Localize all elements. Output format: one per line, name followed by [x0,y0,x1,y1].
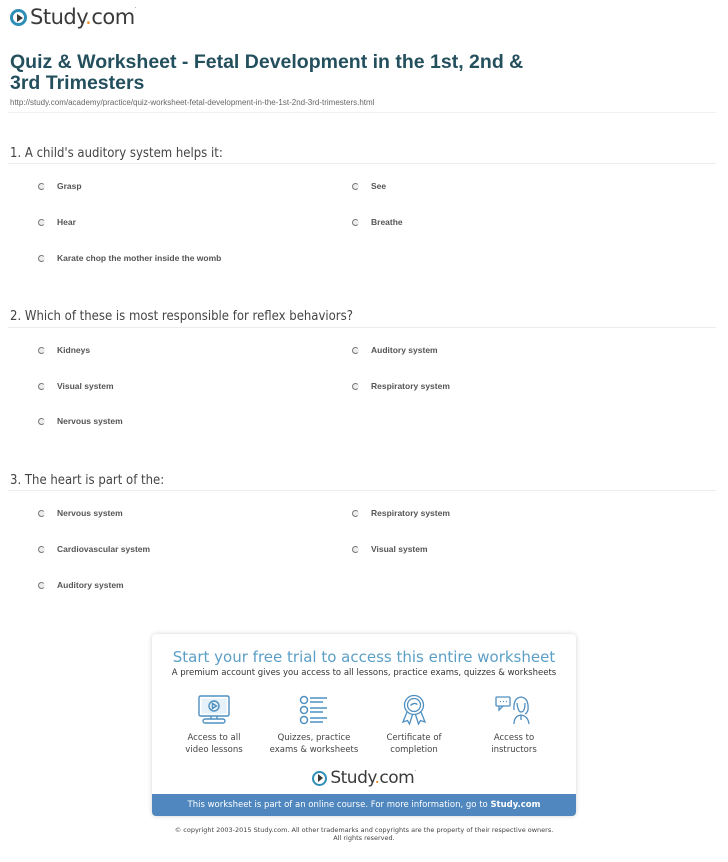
option-q2-b[interactable]: Auditory system [352,345,438,355]
option-q1-b[interactable]: See [352,181,386,191]
option-q2-a[interactable]: Kidneys [38,345,90,355]
divider [8,490,716,491]
option-q3-a[interactable]: Nervous system [38,508,123,518]
page-title: Quiz & Worksheet - Fetal Development in the 1st, 2nd & 3rd Trimesters [10,51,524,94]
promo-study-logo[interactable] [152,768,576,788]
question-3-text: 3. The heart is part of the: [10,473,165,488]
radio-icon[interactable] [352,183,359,190]
radio-icon[interactable] [38,546,45,553]
video-monitor-icon [197,694,231,726]
question-1-text: 1. A child's auditory system helps it: [10,146,223,161]
radio-icon[interactable] [38,383,45,390]
option-q1-c[interactable]: Hear [38,217,76,227]
option-q3-d[interactable]: Visual system [352,544,428,554]
promo-heading[interactable]: Start your free trial to access this entire worksheet [172,648,556,666]
radio-icon[interactable] [352,219,359,226]
radio-icon[interactable] [38,219,45,226]
certificate-ribbon-icon [399,694,429,726]
study-logo[interactable] [10,5,136,29]
promo-info-bar[interactable]: This worksheet is part of an online course. For more information, go to Study.com [152,794,576,816]
option-q1-a[interactable]: Grasp [38,181,82,191]
radio-icon[interactable] [38,510,45,517]
option-q2-c[interactable]: Visual system [38,381,114,391]
logo-text: Study.com· [30,5,137,29]
radio-icon[interactable] [38,183,45,190]
feature-instructors: Access to instructors [464,694,564,756]
free-trial-promo[interactable] [152,634,576,816]
play-logo-icon [10,9,27,26]
radio-icon[interactable] [38,582,45,589]
instructor-chat-icon [494,694,534,726]
copyright-footer: © copyright 2003-2015 Study.com. All other trademarks and copyrights are the property of their respective owners. All rights reserved. [174,826,554,842]
option-q1-e[interactable]: Karate chop the mother inside the womb [38,253,221,263]
page-url: http://study.com/academy/practice/quiz-worksheet-fetal-development-in-the-1st-2nd-3rd-trimesters.html [10,98,375,107]
divider [8,327,716,328]
feature-quizzes: Quizzes, practice exams & worksheets [264,694,364,756]
option-q2-d[interactable]: Respiratory system [352,381,450,391]
radio-icon[interactable] [352,383,359,390]
option-q3-b[interactable]: Respiratory system [352,508,450,518]
radio-icon[interactable] [38,255,45,262]
divider [8,163,716,164]
option-q1-d[interactable]: Breathe [352,217,403,227]
option-q2-e[interactable]: Nervous system [38,416,123,426]
option-q3-c[interactable]: Cardiovascular system [38,544,150,554]
radio-icon[interactable] [352,546,359,553]
promo-subheading: A premium account gives you access to all lessons, practice exams, quizzes & worksheets [171,668,557,678]
feature-certificate: Certificate of completion [364,694,464,756]
list-icon [299,694,329,726]
radio-icon[interactable] [38,347,45,354]
play-logo-icon [312,771,327,786]
question-2-text: 2. Which of these is most responsible for reflex behaviors? [10,309,353,324]
radio-icon[interactable] [352,347,359,354]
radio-icon[interactable] [38,418,45,425]
study-link[interactable]: Study.com [490,800,541,810]
feature-video-lessons: Access to all video lessons [164,694,264,756]
radio-icon[interactable] [352,510,359,517]
logo-text: Study.com· [330,768,416,788]
divider [8,112,716,113]
option-q3-e[interactable]: Auditory system [38,580,124,590]
